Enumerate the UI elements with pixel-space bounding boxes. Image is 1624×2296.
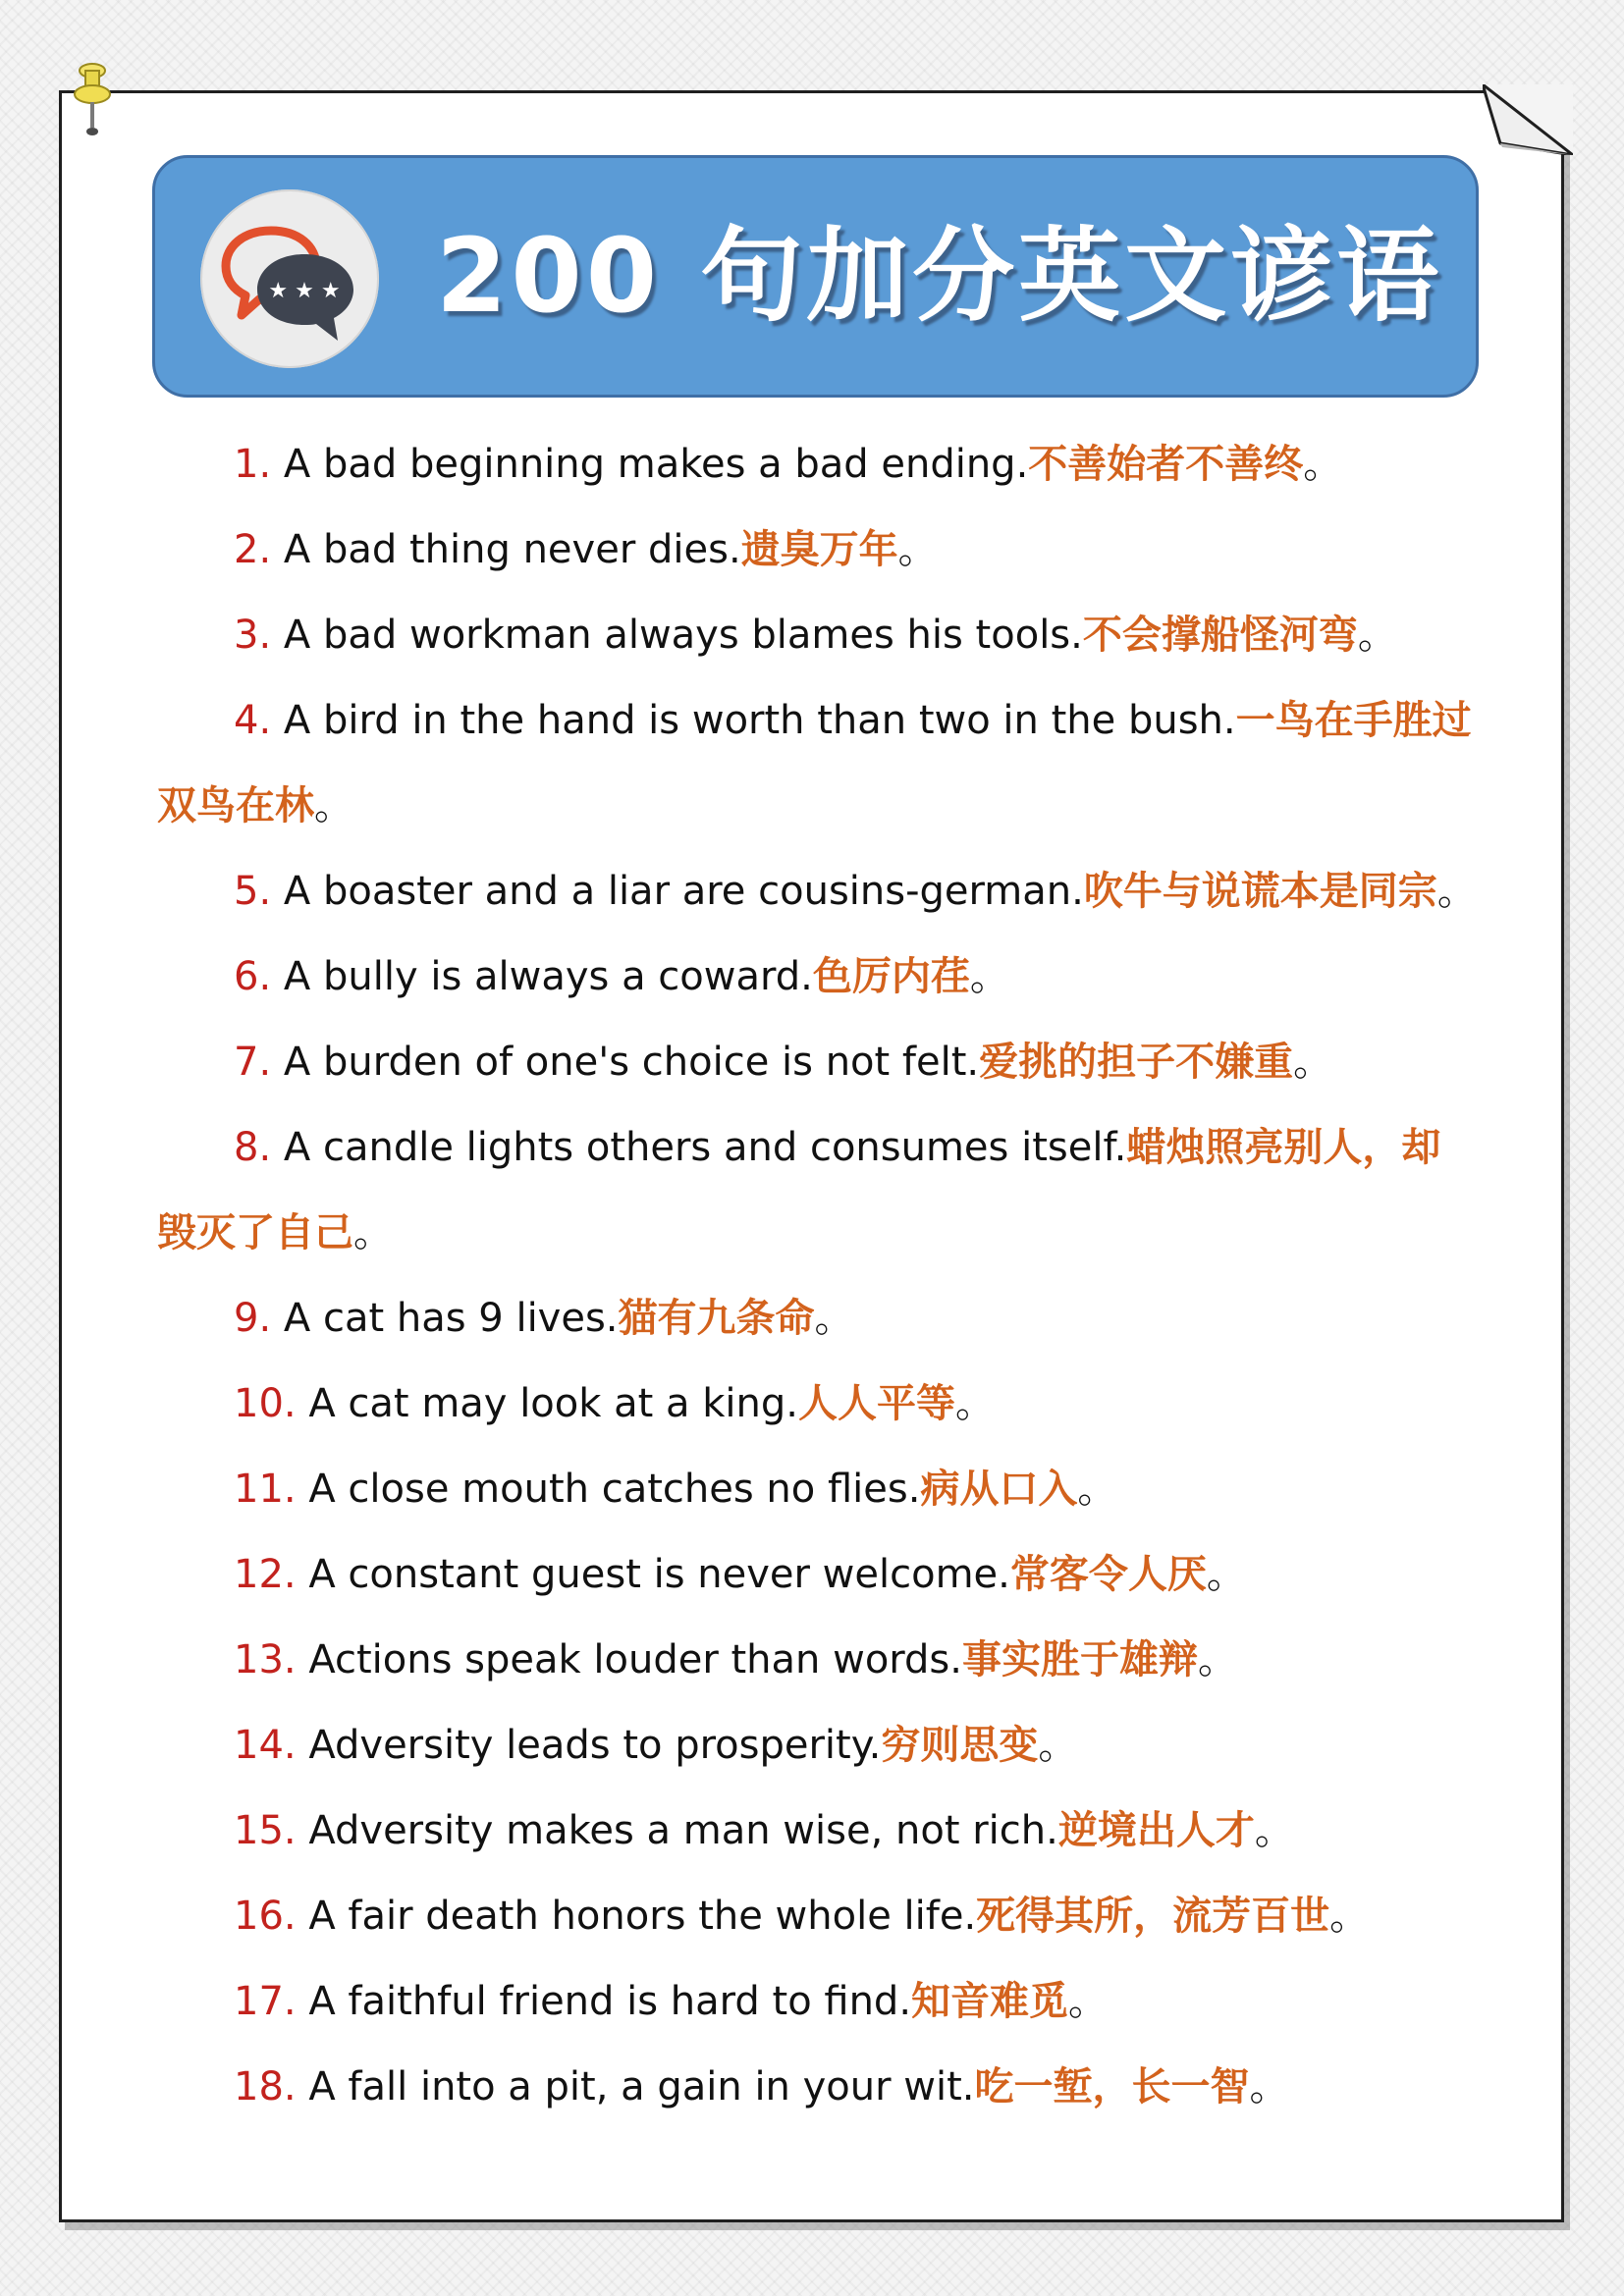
proverb-number: 16. (234, 1894, 297, 1939)
proverb-item (157, 2045, 1477, 2130)
proverb-number: 4. (234, 698, 272, 743)
proverb-english: A faithful friend is hard to find. (308, 1979, 912, 2024)
proverb-end-mark: 。 (897, 527, 938, 572)
proverb-item (157, 849, 1477, 934)
proverb-english: A fair death honors the whole life. (308, 1894, 977, 1939)
proverb-english: A bad beginning makes a bad ending. (283, 442, 1029, 487)
proverb-end-mark: 。 (1329, 1894, 1370, 1939)
proverb-item (157, 1276, 1477, 1362)
proverb-chinese: 逆境出人才 (1057, 1808, 1255, 1853)
proverb-chinese: 猫有九条命 (618, 1296, 815, 1341)
proverb-number: 6. (234, 954, 272, 999)
proverb-number: 2. (234, 527, 272, 572)
proverb-chinese: 知音难觅 (911, 1979, 1069, 2024)
proverb-chinese: 一鸟在手胜过双鸟在林 (157, 698, 1472, 828)
proverb-number: 10. (234, 1381, 297, 1426)
proverb-english: Adversity makes a man wise, not rich. (308, 1808, 1058, 1853)
proverb-end-mark: 。 (1068, 1979, 1109, 2024)
proverb-end-mark: 。 (1303, 442, 1343, 487)
proverb-item (157, 1703, 1477, 1789)
proverb-end-mark: 。 (314, 783, 353, 828)
proverb-chinese: 事实胜于雄辩 (962, 1637, 1198, 1682)
proverb-end-mark: 。 (969, 954, 1009, 999)
proverb-number: 12. (234, 1552, 297, 1597)
proverb-item (157, 1874, 1477, 1959)
proverb-chinese: 穷则思变 (881, 1723, 1039, 1768)
proverb-number: 7. (234, 1040, 272, 1085)
proverb-number: 14. (234, 1723, 297, 1768)
title-banner (152, 155, 1479, 398)
proverb-english: A close mouth catches no flies. (308, 1467, 921, 1512)
page-title: 200 句加分英文谚语 (436, 216, 1443, 336)
proverb-end-mark: 。 (353, 1210, 393, 1255)
proverb-chinese: 爱挑的担子不嫌重 (979, 1040, 1294, 1085)
proverb-end-mark: 。 (1254, 1808, 1294, 1853)
proverb-end-mark: 。 (1249, 2064, 1289, 2109)
proverb-chinese: 不会撑船怪河弯 (1082, 613, 1358, 658)
proverb-chinese: 色厉内荏 (812, 954, 970, 999)
proverb-end-mark: 。 (1077, 1467, 1117, 1512)
proverb-item (157, 678, 1477, 849)
proverb-chinese: 人人平等 (798, 1381, 955, 1426)
proverb-end-mark: 。 (1357, 613, 1397, 658)
proverb-chinese: 死得其所，流芳百世 (976, 1894, 1330, 1939)
proverb-item (157, 1789, 1477, 1874)
proverb-number: 11. (234, 1467, 297, 1512)
proverb-chinese: 吹牛与说谎本是同宗 (1083, 869, 1437, 914)
proverb-list (157, 422, 1477, 2130)
proverb-chinese: 病从口入 (920, 1467, 1078, 1512)
proverb-english: A cat has 9 lives. (283, 1296, 619, 1341)
proverb-item (157, 593, 1477, 678)
proverb-number: 15. (234, 1808, 297, 1853)
chat-bubbles-icon (200, 189, 379, 368)
proverb-english: A burden of one's choice is not felt. (283, 1040, 980, 1085)
proverb-end-mark: 。 (1206, 1552, 1246, 1597)
proverb-number: 17. (234, 1979, 297, 2024)
proverb-end-mark: 。 (1198, 1637, 1237, 1682)
proverb-english: A cat may look at a king. (308, 1381, 798, 1426)
proverb-number: 9. (234, 1296, 272, 1341)
proverb-number: 1. (234, 442, 272, 487)
proverb-number: 3. (234, 613, 272, 658)
proverb-item (157, 1020, 1477, 1105)
proverb-chinese: 常客令人厌 (1009, 1552, 1207, 1597)
proverb-chinese: 遗臭万年 (740, 527, 898, 572)
proverb-chinese: 不善始者不善终 (1028, 442, 1304, 487)
proverb-number: 8. (234, 1125, 272, 1170)
proverb-item (157, 934, 1477, 1020)
proverb-english: A bird in the hand is worth than two in the bush. (283, 698, 1236, 743)
proverb-chinese: 蜡烛照亮别人，却毁灭了自己 (157, 1125, 1441, 1255)
page-fold-icon (1483, 84, 1573, 155)
proverb-item (157, 1618, 1477, 1703)
proverb-english: A candle lights others and consumes itself. (283, 1125, 1127, 1170)
proverb-english: A boaster and a liar are cousins-german. (283, 869, 1084, 914)
proverb-end-mark: 。 (1293, 1040, 1333, 1085)
pushpin-icon (65, 61, 120, 143)
proverb-item (157, 507, 1477, 593)
proverb-item (157, 1447, 1477, 1532)
proverb-end-mark: 。 (814, 1296, 854, 1341)
proverb-english: Actions speak louder than words. (308, 1637, 962, 1682)
svg-text:★ ★ ★: ★ ★ ★ (268, 279, 341, 303)
proverb-number: 18. (234, 2064, 297, 2109)
proverb-number: 5. (234, 869, 272, 914)
proverb-english: A bad thing never dies. (283, 527, 741, 572)
proverb-english: A fall into a pit, a gain in your wit. (308, 2064, 975, 2109)
proverb-english: A bad workman always blames his tools. (283, 613, 1083, 658)
proverb-number: 13. (234, 1637, 297, 1682)
proverb-english: Adversity leads to prosperity. (308, 1723, 882, 1768)
proverb-item (157, 1959, 1477, 2045)
proverb-end-mark: 。 (1436, 869, 1477, 914)
proverb-english: A bully is always a coward. (283, 954, 813, 999)
proverb-english: A constant guest is never welcome. (308, 1552, 1010, 1597)
proverb-chinese: 吃一堑，长一智 (974, 2064, 1250, 2109)
proverb-item (157, 422, 1477, 507)
proverb-item (157, 1362, 1477, 1447)
proverb-item (157, 1532, 1477, 1618)
proverb-end-mark: 。 (1038, 1723, 1078, 1768)
proverb-item (157, 1105, 1477, 1276)
proverb-end-mark: 。 (955, 1381, 995, 1426)
